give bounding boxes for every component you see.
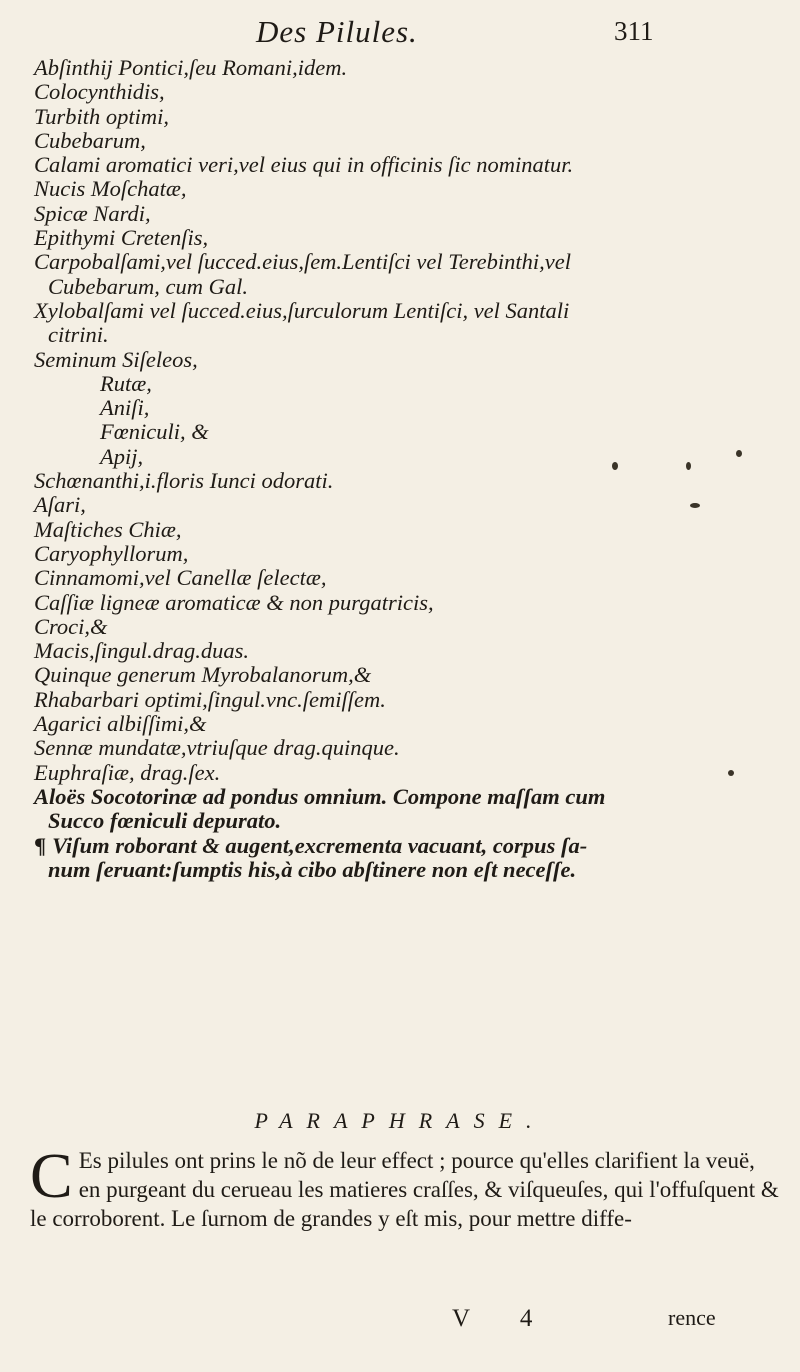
- recipe-line-text: Abſinthij Pontici,ſeu Romani,idem.: [34, 55, 348, 80]
- recipe-line: [34, 323, 774, 347]
- recipe-line: [34, 712, 774, 736]
- page-number: 311: [614, 16, 654, 46]
- recipe-line: [34, 566, 774, 590]
- recipe-line: [34, 736, 774, 760]
- recipe-line: [34, 518, 774, 542]
- recipe-line-text: Xylobalſami vel ſucced.eius,ſurculorum Lentiſci, vel Santali: [34, 297, 570, 323]
- recipe-line-text: Calami aromatici veri,vel eius qui in officinis ſic nominatur.: [34, 152, 574, 178]
- recipe-line-text: Sennæ mundatæ,vtriuſque drag.quinque.: [34, 735, 400, 761]
- recipe-line: [34, 299, 774, 323]
- recipe-line: [34, 639, 774, 663]
- ink-speck: [612, 462, 618, 470]
- recipe-line-text: Aſari,: [34, 492, 86, 518]
- recipe-line-text: Turbith optimi,: [34, 103, 170, 129]
- recipe-line: [34, 372, 774, 396]
- recipe-line: [34, 105, 774, 129]
- recipe-line-text: Rutæ,: [100, 370, 152, 396]
- recipe-line-text: Cubebarum, cum Gal.: [48, 273, 248, 299]
- recipe-line-text: citrini.: [48, 322, 109, 348]
- recipe-line: [34, 688, 774, 712]
- recipe-line: [34, 80, 774, 104]
- recipe-line-text: Aloës Socotorinæ ad pondus omnium. Compone maſſam cum: [34, 783, 606, 809]
- recipe-line-text: Macis,ſingul.drag.duas.: [34, 638, 250, 664]
- recipe-line-text: Seminum Siſeleos,: [34, 346, 198, 372]
- paraphrase-text: Es pilules ont prins le nõ de leur effect ; pource qu'elles clarifient la veuë, en purgeant du cerueau les matieres craſſes, & viſqueuſes, qui l'offuſquent & le corroborent. Le ſurnom de grandes y eſt mis, pour mettre diffe-: [30, 1148, 779, 1231]
- recipe-line-text: Spicæ Nardi,: [34, 200, 151, 226]
- recipe-line: [34, 663, 774, 687]
- recipe-line-text: Nucis Moſchatæ,: [34, 176, 187, 202]
- recipe-line-text: Schœnanthi,i.floris Iunci odorati.: [34, 468, 334, 494]
- recipe-line-text: Epithymi Cretenſis,: [34, 225, 209, 251]
- recipe-line-text: Viſum roborant & augent,excrementa vacuant, corpus ſa-: [52, 832, 588, 858]
- page-header: [0, 14, 800, 50]
- paraphrase-paragraph: [30, 1140, 780, 1233]
- recipe-line-text: Quinque generum Myrobalanorum,&: [34, 662, 372, 688]
- recipe-line-text: Succo fœniculi depurato.: [48, 808, 282, 834]
- ink-speck: [728, 770, 734, 776]
- running-title: Des Pilules.: [256, 14, 418, 49]
- recipe-line: [34, 445, 774, 469]
- recipe-line: [34, 177, 774, 201]
- recipe-line: [34, 785, 774, 809]
- recipe-ingredient-list: [34, 56, 774, 882]
- recipe-line: [34, 420, 774, 444]
- recipe-line: [34, 858, 774, 882]
- recipe-line: [34, 834, 774, 858]
- recipe-line-text: Agarici albiſſimi,&: [34, 711, 207, 737]
- recipe-line-text: Croci,&: [34, 613, 108, 639]
- recipe-line: [34, 226, 774, 250]
- recipe-line: [34, 761, 774, 785]
- recipe-line: [34, 469, 774, 493]
- signature-mark: V 4: [452, 1305, 555, 1332]
- recipe-line: [34, 809, 774, 833]
- recipe-line-text: Rhabarbari optimi,ſingul.vnc.ſemiſſem.: [34, 686, 386, 712]
- recipe-line-text: Apij,: [100, 443, 144, 469]
- recipe-line: [34, 396, 774, 420]
- recipe-line-text: Cubebarum,: [34, 127, 146, 153]
- recipe-line-text: Maſtiches Chiæ,: [34, 516, 182, 542]
- recipe-line: [34, 202, 774, 226]
- recipe-line-text: Aniſi,: [100, 395, 150, 421]
- recipe-line-text: Carpobalſami,vel ſucced.eius,ſem.Lentiſci vel Terebinthi,vel: [34, 249, 571, 275]
- recipe-line-text: Caryophyllorum,: [34, 540, 189, 566]
- recipe-line-text: num ſeruant:ſumptis his,à cibo abſtinere non eſt neceſſe.: [48, 856, 577, 882]
- recipe-line: [34, 129, 774, 153]
- ink-speck: [686, 462, 691, 470]
- catchword: rence: [668, 1305, 716, 1330]
- recipe-line: [34, 348, 774, 372]
- recipe-line: [34, 153, 774, 177]
- recipe-line-text: Caſſiæ ligneæ aromaticæ & non purgatricis,: [34, 589, 434, 615]
- recipe-line: [34, 591, 774, 615]
- ink-speck: [736, 450, 742, 457]
- ink-speck: [690, 503, 700, 508]
- recipe-line-text: Colocynthidis,: [34, 79, 165, 105]
- drop-cap: C: [30, 1140, 73, 1211]
- pilcrow-mark: ¶: [34, 832, 47, 858]
- recipe-line: [34, 493, 774, 517]
- recipe-line-text: Cinnamomi,vel Canellæ ſelectæ,: [34, 565, 327, 591]
- recipe-line-text: Euphraſiæ, drag.ſex.: [34, 759, 221, 785]
- paraphrase-heading: PARAPHRASE.: [254, 1108, 546, 1133]
- recipe-line: [34, 250, 774, 274]
- recipe-line: [34, 56, 774, 80]
- recipe-line: [34, 275, 774, 299]
- recipe-line: [34, 542, 774, 566]
- recipe-line-text: Fœniculi, &: [100, 419, 209, 445]
- recipe-line: [34, 615, 774, 639]
